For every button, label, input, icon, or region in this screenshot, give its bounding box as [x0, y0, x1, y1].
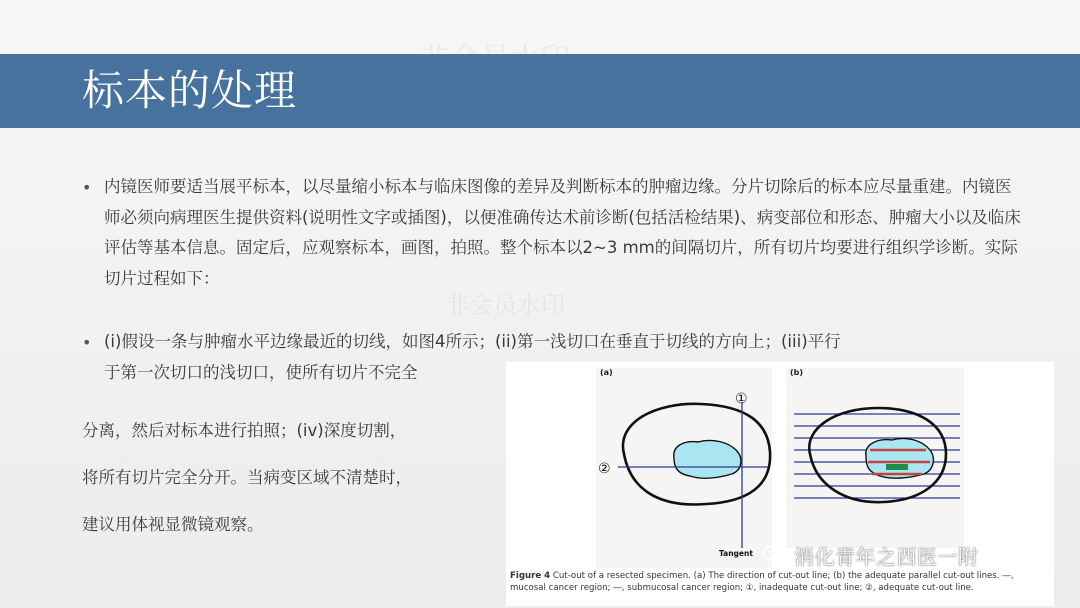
panel-a-label: (a)	[600, 368, 613, 377]
text-line-5: 建议用体视显微镜观察。	[82, 515, 264, 534]
label-1: ①	[735, 391, 748, 407]
tumor-region-b	[866, 438, 934, 478]
text-line-3: 分离，然后对标本进行拍照；(iv)深度切割，	[82, 421, 407, 440]
figure-caption-label: Figure 4	[510, 571, 551, 581]
tumor-region-a	[674, 440, 741, 478]
text-line-4: 将所有切片完全分开。当病变区域不清楚时，	[82, 468, 412, 487]
figure-caption-text: Cut-out of a resected specimen. (a) The direction of cut-out line; (b) the adequate parallel cut-out lines. ―, mucosal cancer region; ―, submucosal cancer region; ①, inadequate cut-out line; ②, adequate cut-out line.	[510, 571, 1014, 593]
bullet-1-text: 内镜医师要适当展平标本，以尽量缩小标本与临床图像的差异及判断标本的肿瘤边缘。分片切除后的标本应尽量重建。内镜医师必须向病理医生提供资料(说明性文字或插图)，以便准确传达术前诊断(包括活检结果)、病变部位和形态、肿瘤大小以及临床评估等基本信息。固定后，应观察标本，画图，拍照。整个标本以2~3 mm的间隔切片，所有切片均要进行组织学诊断。实际切片过程如下：	[104, 177, 1021, 288]
wechat-watermark	[762, 540, 1062, 570]
bullet-2-line-2: 于第一次切口的浅切口，使所有切片不完全	[104, 363, 418, 382]
bullet-2-line-1: (i)假设一条与肿瘤水平边缘最近的切线，如图4所示；(ii)第一浅切口在垂直于切线的方向上；(iii)平行	[104, 332, 841, 351]
panel-b-label: (b)	[790, 368, 804, 377]
wechat-icon	[762, 542, 788, 568]
label-2: ②	[598, 461, 611, 477]
submucosal-cancer-region	[886, 464, 908, 470]
tangent-label: Tangent	[719, 549, 753, 558]
bullet-dot: •	[82, 333, 92, 352]
wechat-account-name: 消化青年之西医一附	[794, 544, 979, 569]
figure-caption	[510, 570, 1050, 594]
slide-title: 标本的处理	[82, 66, 298, 115]
watermark-mid: 非会员水印	[445, 291, 565, 319]
bullet-dot: •	[82, 178, 92, 197]
title-bar	[0, 54, 1080, 128]
